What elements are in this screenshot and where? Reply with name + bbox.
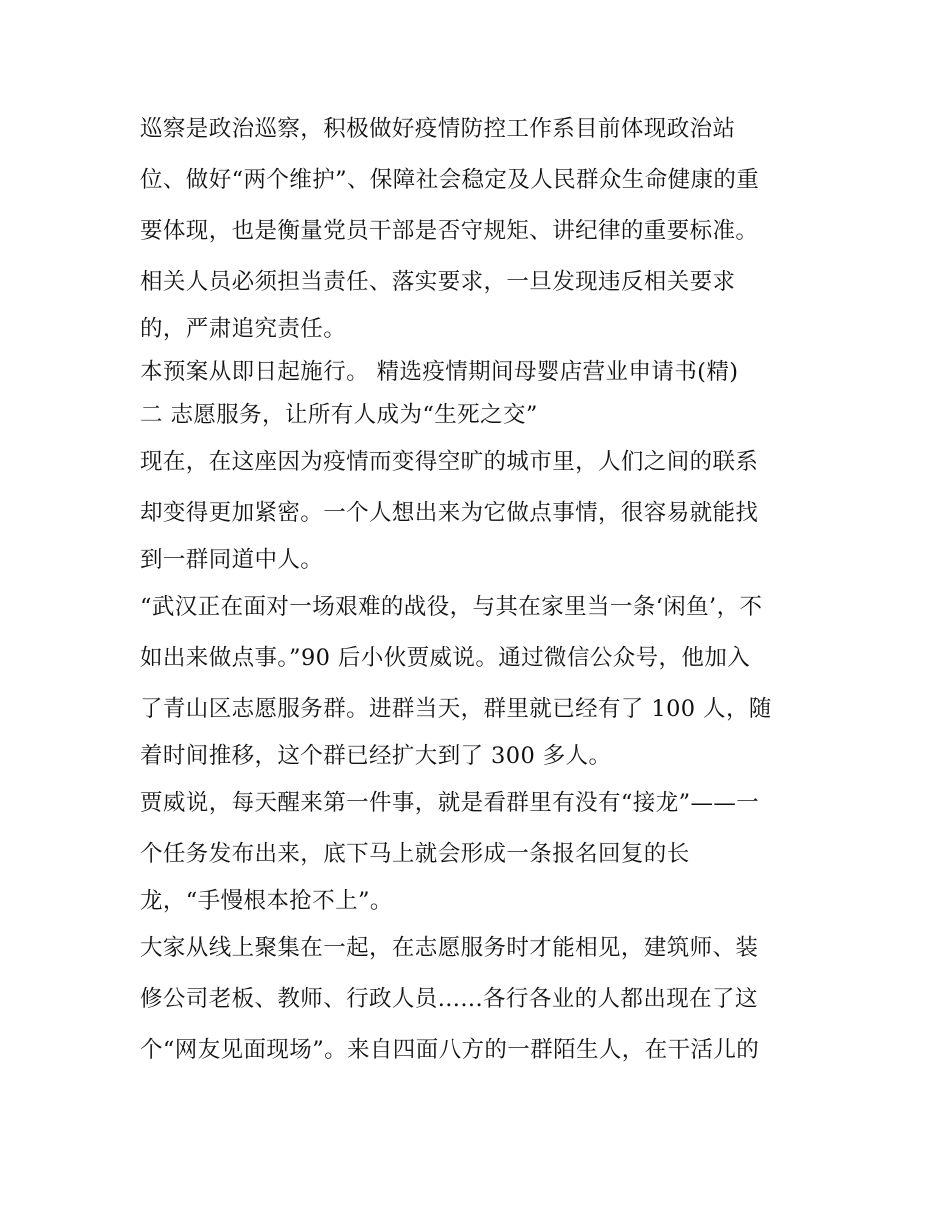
paragraph-line: 却变得更加紧密。一个人想出来为它做点事情，很容易就能找 [140, 500, 759, 526]
paragraph-line: “武汉正在面对一场艰难的战役，与其在家里当一条‘闲鱼’，不 [140, 594, 763, 620]
paragraph-line: 位、做好“两个维护”、保障社会稳定及人民群众生命健康的重 [140, 167, 760, 193]
paragraph-line: 相关人员必须担当责任、落实要求，一旦发现违反相关要求 [140, 269, 736, 295]
section-heading: 二 志愿服务，让所有人成为“生死之交” [140, 402, 538, 428]
paragraph-line: 大家从线上聚集在一起，在志愿服务时才能相见，建筑师、装 [140, 935, 759, 961]
paragraph-line: 巡察是政治巡察，积极做好疫情防控工作系目前体现政治站 [140, 116, 736, 142]
paragraph-line: 着时间推移，这个群已经扩大到了 300 多人。 [140, 743, 612, 769]
paragraph-line: 龙，“手慢根本抢不上”。 [140, 888, 393, 914]
paragraph-line: 要体现，也是衡量党员干部是否守规矩、讲纪律的重要标准。 [140, 218, 759, 244]
paragraph-line: 贾威说，每天醒来第一件事，就是看群里有没有“接龙”——一 [140, 790, 760, 816]
paragraph-line: 修公司老板、教师、行政人员......各行各业的人都出现在了这 [140, 986, 758, 1012]
paragraph-line: 现在，在这座因为疫情而变得空旷的城市里，人们之间的联系 [140, 449, 759, 475]
paragraph-line: 到一群同道中人。 [140, 547, 324, 573]
paragraph-line: 了青山区志愿服务群。进群当天，群里就已经有了 100 人，随 [140, 696, 772, 722]
paragraph-line: 个“网友见面现场”。来自四面八方的一群陌生人，在干活儿的 [140, 1037, 760, 1063]
document-body [140, 104, 820, 1076]
paragraph-line: 如出来做点事。”90 后小伙贾威说。通过微信公众号，他加入 [140, 645, 751, 671]
paragraph-line: 的，严肃追究责任。 [140, 316, 347, 342]
paragraph-line: 本预案从即日起施行。 精选疫情期间母婴店营业申请书(精) [140, 359, 739, 385]
paragraph-line: 个任务发布出来，底下马上就会形成一条报名回复的长 [140, 841, 690, 867]
